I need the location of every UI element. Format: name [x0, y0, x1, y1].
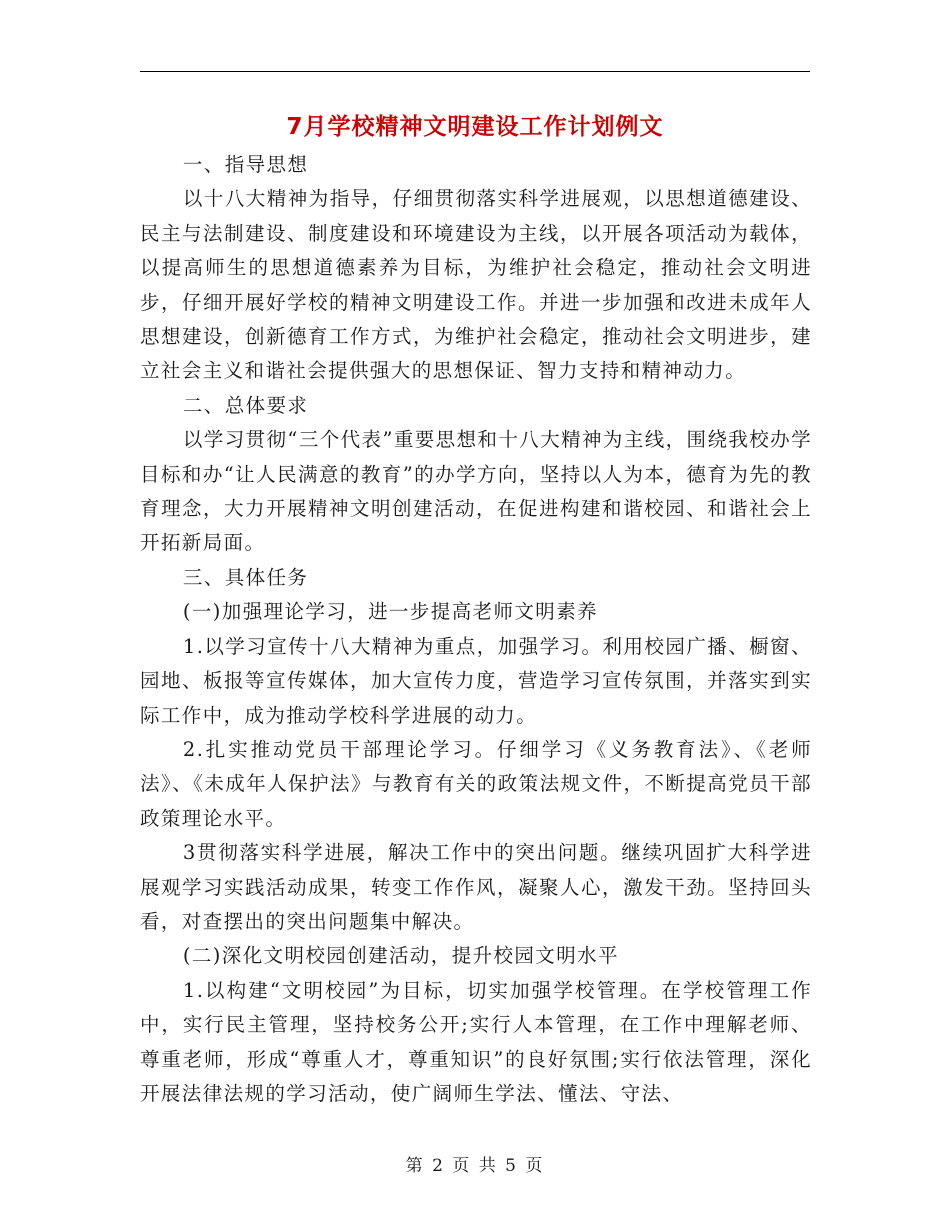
- paragraph-task-1-2: 2.扎实推动党员干部理论学习。仔细学习《义务教育法》、《老师法》、《未成年人保护法》与教育有关的政策法规文件，不断提高党员干部政策理论水平。: [140, 737, 812, 830]
- document-body: [140, 148, 812, 1111]
- subsection-heading-civilized-campus: (二)深化文明校园创建活动，提升校园文明水平: [182, 944, 619, 968]
- section-heading-overall-requirements: 二、总体要求: [182, 393, 309, 417]
- paragraph-task-1-1: 1.以学习宣传十八大精神为重点，加强学习。利用校园广播、橱窗、园地、板报等宣传媒体，加大宣传力度，营造学习宣传氛围，并落实到实际工作中，成为推动学校科学进展的动力。: [140, 634, 812, 727]
- subsection-heading-theory-study: (一)加强理论学习，进一步提高老师文明素养: [182, 600, 599, 624]
- header-rule: [140, 71, 810, 72]
- paragraph-task-1-3: 3贯彻落实科学进展，解决工作中的突出问题。继续巩固扩大科学进展观学习实践活动成果，转变工作作风，凝聚人心，激发干劲。坚持回头看，对查摆出的突出问题集中解决。: [140, 841, 812, 933]
- section-heading-specific-tasks: 三、具体任务: [182, 565, 309, 589]
- document-title: 7月学校精神文明建设工作计划例文: [286, 114, 664, 140]
- section-heading-guiding-ideology: 一、指导思想: [182, 153, 309, 176]
- page-number-footer: 第 2 页 共 5 页: [405, 1156, 545, 1176]
- paragraph-overall-requirements: 以学习贯彻“三个代表”重要思想和十八大精神为主线，围绕我校办学目标和办“让人民满意的教育”的办学方向，坚持以人为本，德育为先的教育理念，大力开展精神文明创建活动，在促进构建和谐校园、和谐社会上开拓新局面。: [140, 428, 812, 555]
- paragraph-task-2-1: 1.以构建“文明校园”为目标，切实加强学校管理。在学校管理工作中，实行民主管理，坚持校务公开;实行人本管理，在工作中理解老师、尊重老师，形成“尊重人才，尊重知识”的良好氛围;实行依法管理，深化开展法律法规的学习活动，使广阔师生学法、懂法、守法、: [140, 978, 812, 1105]
- paragraph-guiding-ideology: 以十八大精神为指导，仔细贯彻落实科学进展观，以思想道德建设、民主与法制建设、制度建设和环境建设为主线，以开展各项活动为载体，以提高师生的思想道德素养为目标，为维护社会稳定，推动社会文明进步，仔细开展好学校的精神文明建设工作。并进一步加强和改进未成年人思想建设，创新德育工作方式，为维护社会稳定，推动社会文明进步，建立社会主义和谐社会提供强大的思想保证、智力支持和精神动力。: [140, 187, 812, 383]
